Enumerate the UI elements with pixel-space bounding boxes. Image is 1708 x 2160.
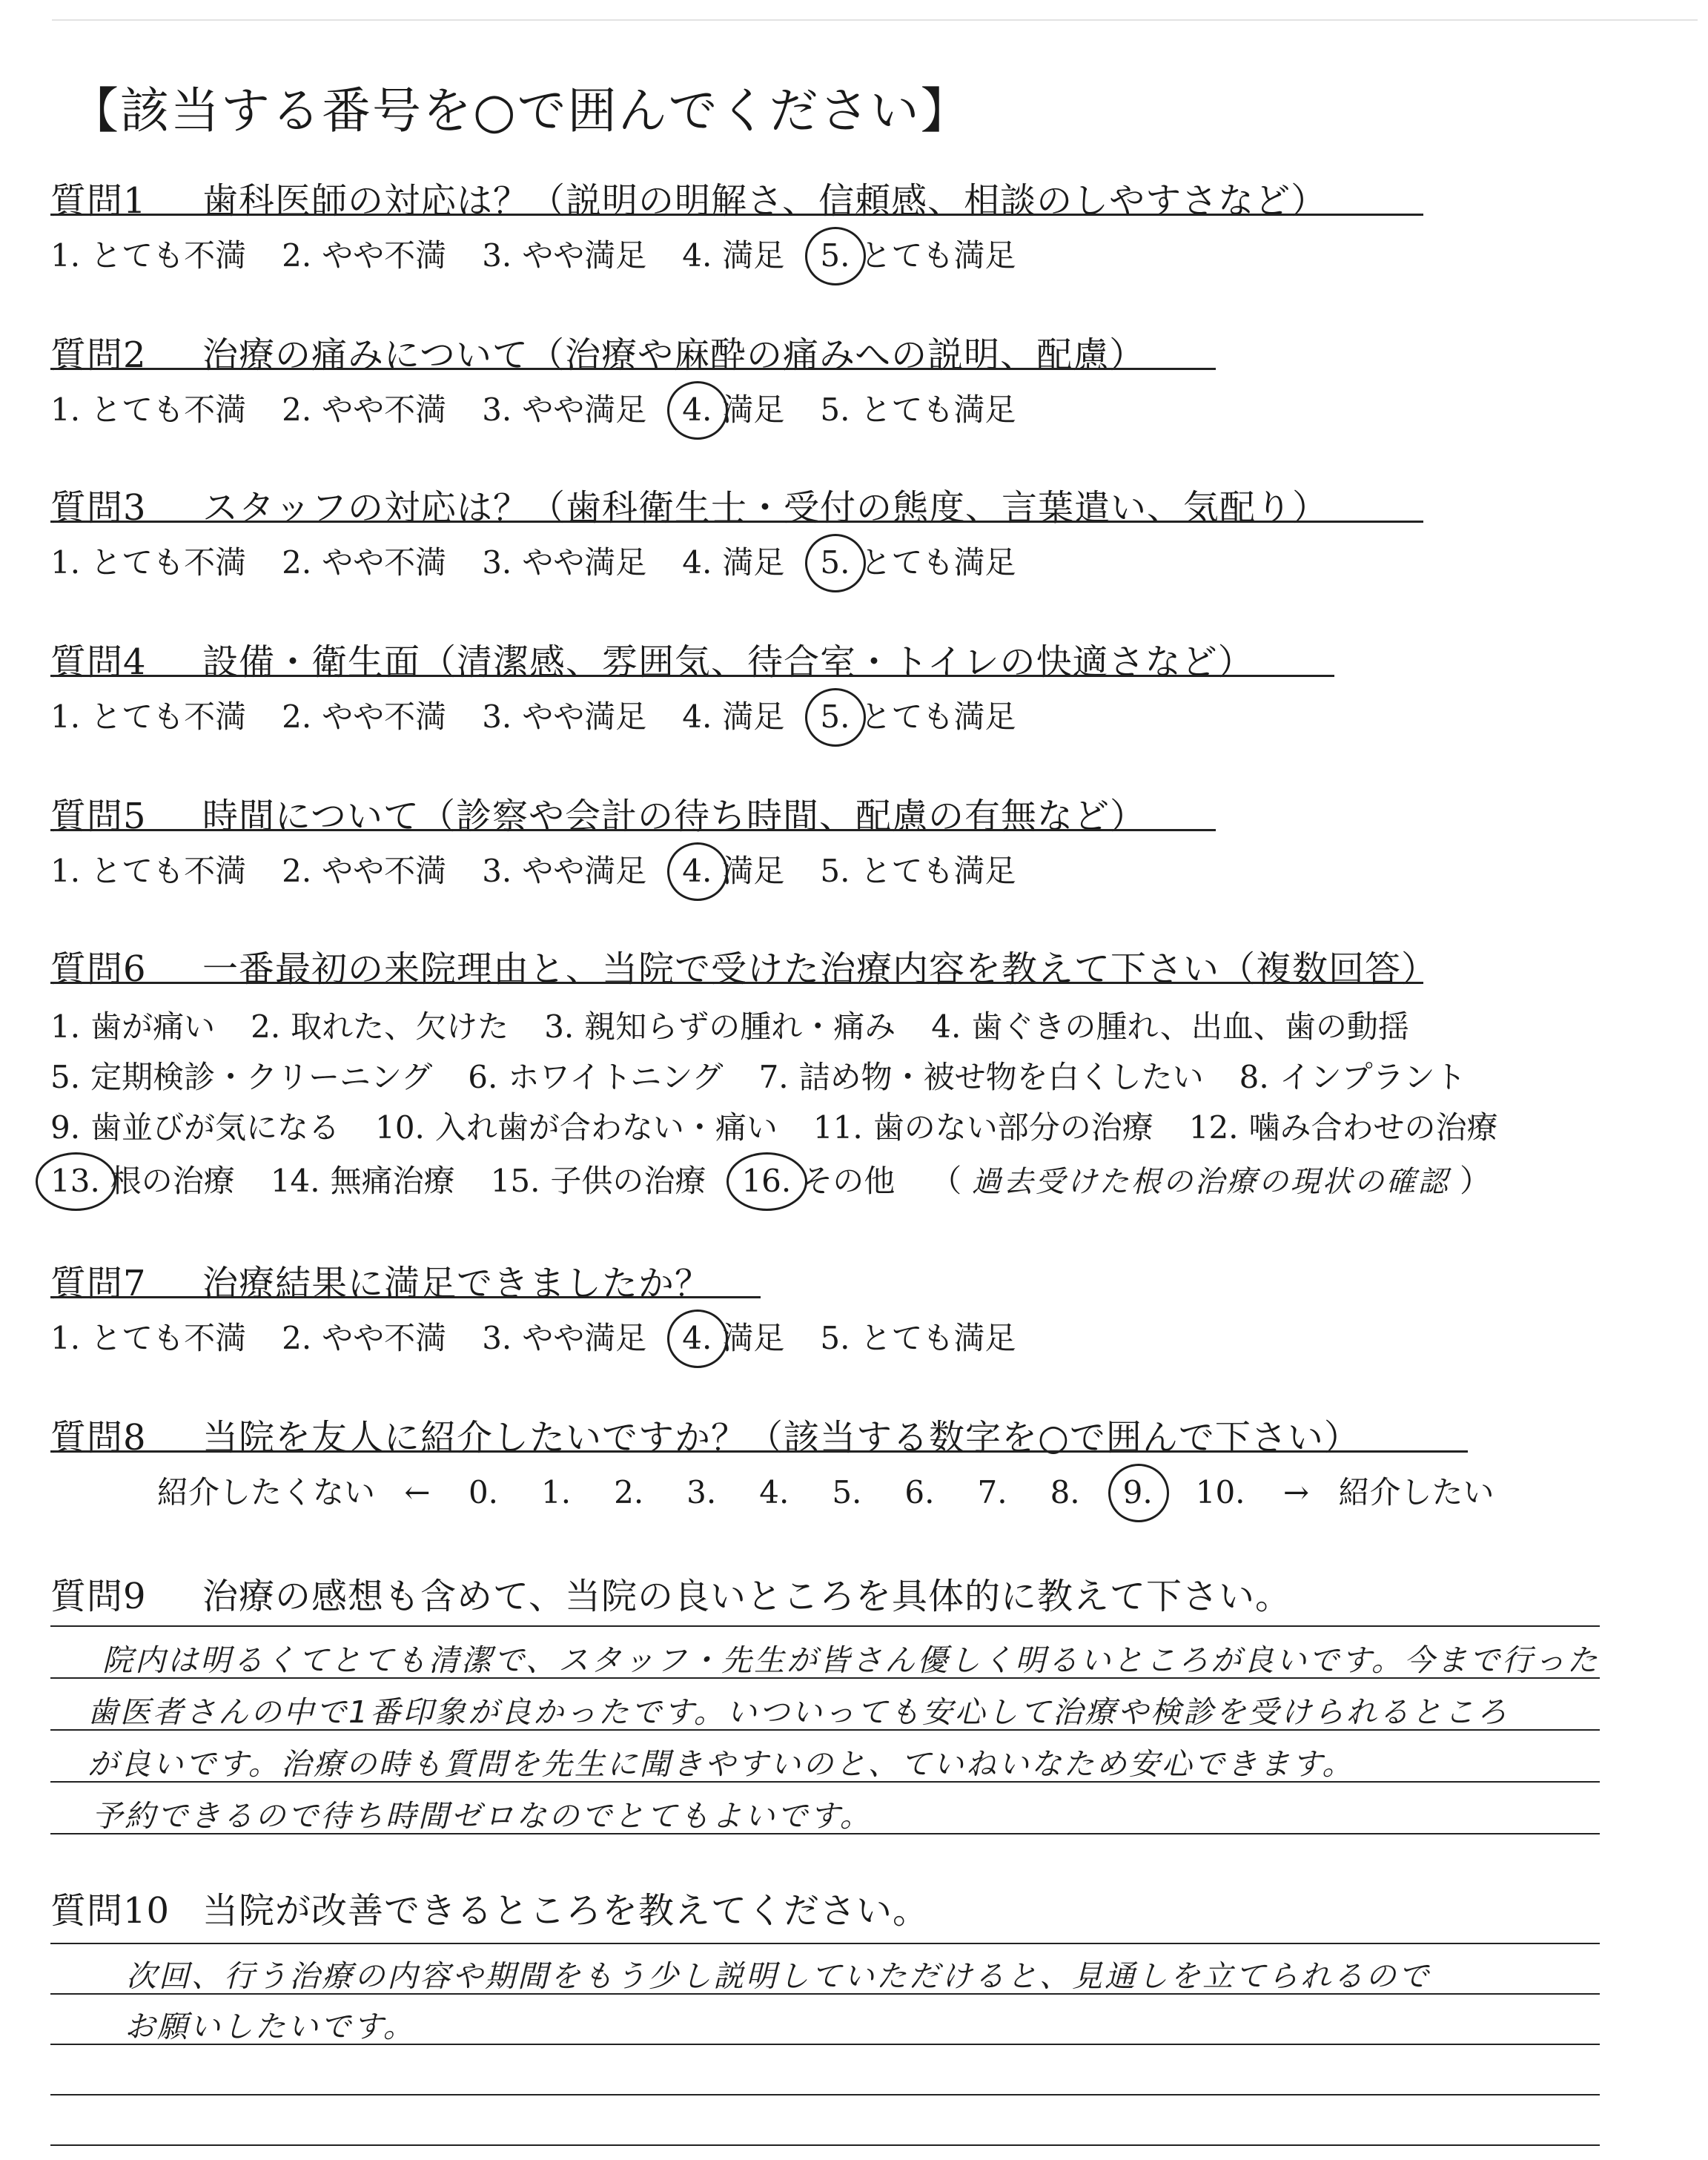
option-number: 4. (931, 1008, 961, 1045)
option-number: 11. (812, 1109, 863, 1146)
option-3 (544, 1003, 896, 1047)
option-label: 歯ぐきの腫れ、出血、歯の動揺 (971, 1008, 1409, 1045)
question-text: 設備・衛生面（清潔感、雰囲気、待合室・トイレの快適さなど） (202, 641, 1254, 683)
question-10 (50, 1882, 929, 1933)
option-2 (282, 1314, 446, 1358)
option-number: 5. (820, 237, 850, 274)
option-label: とても満足 (860, 544, 1016, 581)
option-4 (682, 231, 784, 276)
option-number: 1. (50, 237, 81, 274)
scale-value-9-circled: 9. (1122, 1474, 1153, 1510)
option-1 (50, 847, 246, 891)
answer-line (50, 1943, 1600, 1944)
scale-value-5: 5. (832, 1474, 862, 1510)
handwritten-answer: お願いしたいです。 (125, 2009, 416, 2044)
question-underline (50, 1296, 761, 1298)
answer-options-row (50, 1003, 1445, 1047)
answer-options-row (50, 1103, 1534, 1148)
option-label: やや満足 (522, 853, 647, 889)
answer-options-row (50, 1157, 1491, 1201)
option-number: 2. (282, 698, 312, 735)
option-2 (282, 538, 446, 583)
question-text: 当院が改善できるところを教えてください。 (202, 1890, 930, 1932)
option-4-circled (682, 386, 784, 430)
option-number: 3. (482, 853, 512, 889)
option-5 (820, 1314, 1016, 1358)
option-4 (931, 1003, 1409, 1047)
option-number: 2. (282, 1320, 312, 1356)
other-reason-field (930, 1163, 1491, 1199)
option-number: 8. (1239, 1059, 1269, 1095)
option-label: とても満足 (860, 853, 1016, 889)
option-number: 5. (50, 1059, 81, 1095)
option-4-circled (682, 1314, 784, 1358)
option-2 (282, 693, 446, 737)
option-label: 満足 (722, 853, 785, 889)
scale-right-label: 紹介したい (1338, 1474, 1494, 1510)
option-label: 満足 (722, 237, 785, 274)
handwritten-answer: が良いです。治療の時も質問を先生に聞きやすいのと、ていねいなため安心できます。 (87, 1746, 1355, 1782)
option-13-circled (50, 1157, 235, 1201)
option-1 (50, 386, 246, 430)
option-9 (50, 1103, 340, 1148)
option-number: 12. (1188, 1109, 1239, 1146)
handwritten-other: 過去受けた根の治療の現状の確認 (971, 1165, 1450, 1199)
option-label: やや満足 (522, 1320, 647, 1356)
option-number: 4. (682, 237, 712, 274)
option-label: とても満足 (860, 237, 1016, 274)
question-text: スタッフの対応は？（歯科衛生士・受付の態度、言葉遣い、気配り） (202, 487, 1329, 529)
option-label: とても満足 (860, 1320, 1016, 1356)
handwritten-answer: 院内は明るくてとても清潔で、スタッフ・先生が皆さん優しく明るいところが良いです。今まで行った (102, 1642, 1600, 1678)
option-label: とても不満 (90, 698, 247, 735)
option-14 (271, 1157, 455, 1201)
option-label: 歯が痛い (90, 1008, 216, 1045)
question-underline (50, 829, 1216, 831)
option-label: やや満足 (522, 698, 647, 735)
question-number: 質問10 (50, 1890, 171, 1932)
option-2 (251, 1003, 509, 1047)
option-1 (50, 1003, 215, 1047)
option-label: 満足 (722, 698, 785, 735)
question-text: 治療結果に満足できましたか？ (202, 1263, 712, 1304)
option-label: 満足 (722, 544, 785, 581)
answer-options (50, 847, 1051, 891)
scale-value-3: 3. (686, 1474, 717, 1510)
option-label: 詰め物・被せ物を白くしたい (798, 1059, 1204, 1095)
option-label: インプラント (1279, 1059, 1466, 1095)
option-number: 5. (820, 853, 850, 889)
option-3 (482, 1314, 646, 1358)
option-2 (282, 231, 446, 276)
scale-value-2: 2. (614, 1474, 644, 1510)
option-4 (682, 538, 784, 583)
question-text: 治療の感想も含めて、当院の良いところを具体的に教えて下さい。 (202, 1576, 1292, 1617)
option-label: とても満足 (860, 698, 1016, 735)
scale-left-label: 紹介したくない (157, 1474, 376, 1510)
option-label: 取れた、欠けた (291, 1008, 509, 1045)
option-label: 歯並びが気になる (90, 1109, 340, 1146)
option-label: 入れ歯が合わない・痛い (434, 1109, 778, 1146)
handwritten-answer: 予約できるので待ち時間ゼロなのでとてもよいです。 (92, 1798, 873, 1834)
option-label: とても不満 (90, 237, 247, 274)
option-number: 4. (682, 853, 712, 889)
scale-value-4: 4. (759, 1474, 790, 1510)
option-3 (482, 693, 646, 737)
option-number: 2. (282, 853, 312, 889)
scale-value-7: 7. (977, 1474, 1007, 1510)
option-label: とても満足 (860, 392, 1016, 428)
option-number: 10. (375, 1109, 425, 1146)
question-text: 時間について（診察や会計の待ち時間、配慮の有無など） (202, 796, 1147, 837)
option-number: 5. (820, 392, 850, 428)
option-number: 4. (682, 1320, 712, 1356)
option-number: 6. (468, 1059, 498, 1095)
scale-value-1: 1. (541, 1474, 572, 1510)
option-label: やや不満 (322, 237, 447, 274)
option-1 (50, 231, 246, 276)
option-2 (282, 847, 446, 891)
recommend-scale (157, 1468, 1494, 1513)
option-number: 4. (682, 544, 712, 581)
option-number: 3. (482, 544, 512, 581)
option-10 (375, 1103, 778, 1148)
question-underline (50, 675, 1334, 677)
option-number: 15. (490, 1163, 540, 1199)
option-label: とても不満 (90, 1320, 247, 1356)
question-9 (50, 1568, 1291, 1619)
option-number: 1. (50, 1008, 81, 1045)
answer-options (50, 538, 1051, 583)
question-underline (50, 982, 1423, 984)
option-2 (282, 386, 446, 430)
option-label: やや満足 (522, 237, 647, 274)
option-number: 1. (50, 392, 81, 428)
question-underline (50, 521, 1423, 523)
answer-options (50, 1314, 1051, 1358)
option-number: 5. (820, 1320, 850, 1356)
option-number: 3. (482, 392, 512, 428)
option-3 (482, 847, 646, 891)
option-number: 4. (682, 392, 712, 428)
answer-line (50, 2094, 1600, 2095)
handwritten-answer: 次回、行う治療の内容や期間をもう少し説明していただけると、見通しを立てられるので (126, 1958, 1431, 1994)
option-number: 1. (50, 698, 81, 735)
option-label: 子供の治療 (550, 1163, 706, 1199)
option-label: やや満足 (522, 544, 647, 581)
scale-value-8: 8. (1050, 1474, 1080, 1510)
option-number: 13. (50, 1163, 100, 1199)
option-3 (482, 538, 646, 583)
instruction-heading: 【該当する番号を○で囲んでください】 (70, 82, 971, 139)
question-number: 質問3 (50, 487, 147, 529)
scale-value-10: 10. (1195, 1474, 1245, 1510)
option-label: 無痛治療 (330, 1163, 455, 1199)
option-number: 2. (282, 544, 312, 581)
option-label: やや不満 (322, 544, 447, 581)
option-12 (1189, 1103, 1498, 1148)
handwritten-answer: 歯医者さんの中で1番印象が良かったです。いついっても安心して治療や検診を受けられるところ (87, 1694, 1509, 1730)
option-label: 根の治療 (110, 1163, 235, 1199)
option-number: 5. (820, 698, 850, 735)
option-4 (682, 693, 784, 737)
option-5 (50, 1053, 432, 1097)
option-number: 1. (50, 1320, 81, 1356)
option-number: 2. (282, 237, 312, 274)
answer-options (50, 386, 1051, 430)
option-number: 14. (270, 1163, 320, 1199)
question-text: 歯科医師の対応は？（説明の明解さ、信頼感、相談のしやすさなど） (202, 180, 1328, 222)
option-label: その他 (801, 1163, 896, 1199)
question-number: 質問8 (50, 1417, 147, 1459)
right-arrow-icon: → (1282, 1474, 1310, 1510)
option-3 (482, 231, 646, 276)
answer-line (50, 2144, 1600, 2146)
question-number: 質問2 (50, 334, 147, 376)
option-15 (491, 1157, 706, 1201)
option-3 (482, 386, 646, 430)
option-label: やや不満 (322, 1320, 447, 1356)
question-text: 治療の痛みについて（治療や麻酔の痛みへの説明、配慮） (202, 334, 1146, 376)
option-16-circled (741, 1157, 895, 1201)
option-5-circled (820, 693, 1016, 737)
option-label: とても不満 (90, 853, 247, 889)
option-5-circled (820, 538, 1016, 583)
answer-line (50, 1625, 1600, 1627)
option-5-circled (820, 231, 1016, 276)
open-paren: （ (930, 1163, 972, 1199)
option-label: とても不満 (90, 544, 247, 581)
option-7 (759, 1053, 1204, 1097)
option-6 (468, 1053, 723, 1097)
answer-options (50, 231, 1051, 276)
answer-options (50, 693, 1051, 737)
option-number: 2. (282, 392, 312, 428)
question-number: 質問7 (50, 1263, 147, 1304)
option-label: 親知らずの腫れ・痛み (584, 1008, 896, 1045)
answer-options-row (50, 1053, 1502, 1097)
option-1 (50, 1314, 246, 1358)
option-label: ホワイトニング (508, 1059, 724, 1095)
option-label: やや不満 (322, 392, 447, 428)
question-underline (50, 368, 1216, 370)
option-label: やや不満 (322, 698, 447, 735)
option-number: 2. (251, 1008, 281, 1045)
option-number: 7. (758, 1059, 789, 1095)
option-1 (50, 538, 246, 583)
option-11 (813, 1103, 1153, 1148)
left-arrow-icon: ← (404, 1474, 431, 1510)
question-number: 質問6 (50, 948, 147, 990)
option-number: 3. (482, 698, 512, 735)
question-underline (50, 214, 1423, 216)
option-number: 5. (820, 544, 850, 581)
option-1 (50, 693, 246, 737)
close-paren: ） (1449, 1163, 1491, 1199)
option-5 (820, 847, 1016, 891)
option-label: 歯のない部分の治療 (873, 1109, 1153, 1146)
option-number: 9. (50, 1109, 81, 1146)
option-label: 満足 (722, 392, 785, 428)
option-number: 3. (544, 1008, 575, 1045)
question-text: 一番最初の来院理由と、当院で受けた治療内容を教えて下さい（複数回答） (202, 948, 1438, 990)
question-underline (50, 1450, 1468, 1453)
question-number: 質問9 (50, 1576, 147, 1617)
option-label: 噛み合わせの治療 (1248, 1109, 1498, 1146)
option-8 (1239, 1053, 1466, 1097)
question-text: 当院を友人に紹介したいですか？（該当する数字を○で囲んで下さい） (202, 1417, 1360, 1459)
option-5 (820, 386, 1016, 430)
question-number: 質問1 (50, 180, 147, 222)
option-label: やや不満 (322, 853, 447, 889)
option-label: やや満足 (522, 392, 647, 428)
option-number: 1. (50, 853, 81, 889)
option-number: 3. (482, 1320, 512, 1356)
option-label: 定期検診・クリーニング (90, 1059, 433, 1095)
option-number: 16. (741, 1163, 792, 1199)
scale-value-0: 0. (468, 1474, 499, 1510)
option-number: 1. (50, 544, 81, 581)
scale-value-6: 6. (904, 1474, 935, 1510)
question-number: 質問5 (50, 796, 147, 837)
option-label: 満足 (722, 1320, 785, 1356)
option-number: 4. (682, 698, 712, 735)
option-label: とても不満 (90, 392, 247, 428)
page-top-rule (52, 19, 1698, 21)
option-4-circled (682, 847, 784, 891)
question-number: 質問4 (50, 641, 147, 683)
option-number: 3. (482, 237, 512, 274)
